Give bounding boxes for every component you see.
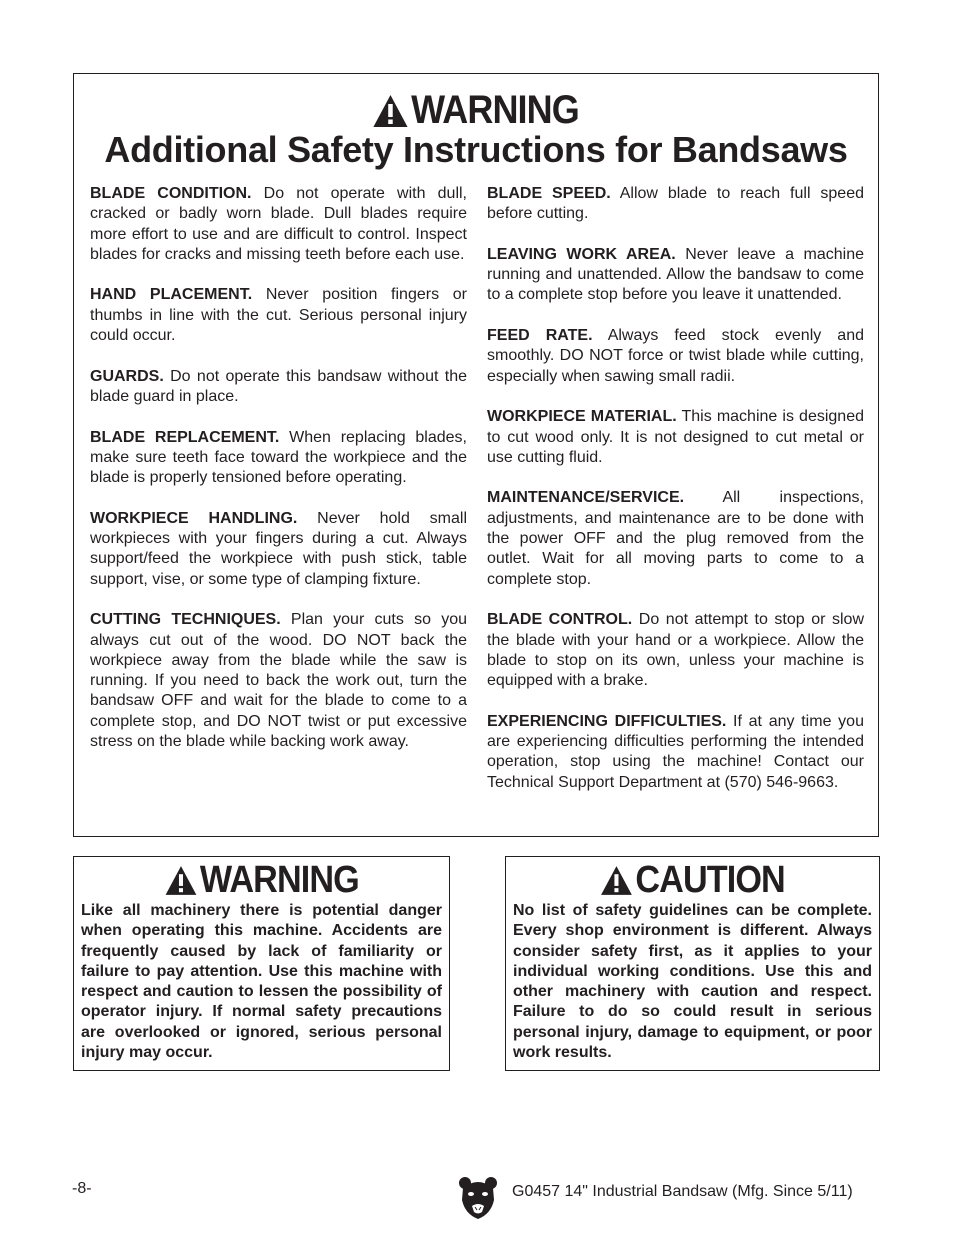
warning-box-text: Like all machinery there is potential danger when operating this machine. Accidents are frequently caused by lack of familiarity or failure to pay attention. Use this machine with respect and caution to lessen the possibility of operator injury. If normal safety precautions are overlooked or ignored, serious personal injury may occur. — [81, 902, 442, 1062]
instruction-item: CUTTING TECHNIQUES. Plan your cuts so you always cut out of the wood. DO NOT back the workpiece away from the blade while the saw is running. If you need to back the work out, turn the bandsaw OFF and wait for the blade to come to a complete stop, and DO NOT twist or put excessive stress on the blade while backing work away. — [90, 611, 467, 751]
caution-box-header — [506, 859, 879, 902]
instruction-item: BLADE SPEED. Allow blade to reach full speed before cutting. — [487, 185, 864, 223]
caution-box — [505, 856, 880, 1071]
instruction-item: WORKPIECE HANDLING. Never hold small workpieces with your fingers during a cut. Always support/feed the workpiece with push stick, table support, vise, or some type of clamping fixture. — [90, 509, 468, 588]
instruction-item: BLADE CONTROL. Do not attempt to stop or slow the blade with your hand or a workpiece. Allow the blade to stop on its own, unless your machine is equipped with a brake. — [487, 611, 864, 690]
warning-triangle-icon — [164, 865, 196, 896]
main-signal-word: WARNING — [411, 88, 580, 132]
footer-manual-title: G0457 14" Industrial Bandsaw (Mfg. Since 5/11) — [512, 1183, 853, 1200]
instruction-item: LEAVING WORK AREA. Never leave a machine running and unattended. Allow the bandsaw to come to a complete stop before you leave it unattended. — [487, 245, 864, 304]
caution-triangle-icon — [600, 865, 632, 896]
caution-signal-word: CAUTION — [635, 859, 785, 901]
instruction-item: HAND PLACEMENT. Never position fingers or thumbs in line with the cut. Serious personal injury could occur. — [90, 286, 467, 345]
warning-signal-word: WARNING — [199, 859, 359, 901]
instruction-item: EXPERIENCING DIFFICULTIES. If at any time you are experiencing difficulties performing the intended operation, stop using the machine! Contact our Technical Support Department at (570) 546-9663. — [487, 712, 864, 791]
instruction-item: MAINTENANCE/SERVICE. All inspections, adjustments, and maintenance are to be done with the power OFF and the plug removed from the outlet. Wait for all moving parts to come to a complete stop. — [487, 489, 864, 588]
warning-box — [73, 856, 450, 1071]
instruction-item: BLADE CONDITION. Do not operate with dull, cracked or badly worn blade. Dull blades require more effort to use and are difficult to control. Inspect blades for cracks and missing teeth before each use. — [90, 185, 467, 263]
page-title: Additional Safety Instructions for Bandsaws — [104, 129, 848, 170]
right-column — [487, 184, 864, 813]
left-column — [90, 184, 467, 773]
main-warning-header — [74, 88, 878, 133]
page-number: -8- — [72, 1180, 92, 1197]
grizzly-bear-logo-icon — [458, 1174, 498, 1220]
instruction-item: BLADE REPLACEMENT. When replacing blades, make sure teeth face toward the workpiece and the blade is properly tensioned before operating. — [90, 428, 467, 487]
instruction-item: FEED RATE. Always feed stock evenly and smoothly. DO NOT force or twist blade while cutting, especially when sawing small radii. — [487, 327, 864, 385]
instruction-item: WORKPIECE MATERIAL. This machine is designed to cut wood only. It is not designed to cut metal or use cutting fluid. — [487, 408, 864, 466]
caution-box-text: No list of safety guidelines can be complete. Every shop environment is different. Always consider safety first, as it applies to your individual working conditions. Use this and other machinery with caution and respect. Failure to do so could result in serious personal injury, damage to equipment, or poor work results. — [513, 902, 872, 1062]
main-warning-panel — [73, 73, 879, 837]
warning-triangle-icon — [373, 94, 409, 128]
instruction-item: GUARDS. Do not operate this bandsaw without the blade guard in place. — [90, 367, 467, 405]
warning-box-header — [74, 859, 449, 902]
